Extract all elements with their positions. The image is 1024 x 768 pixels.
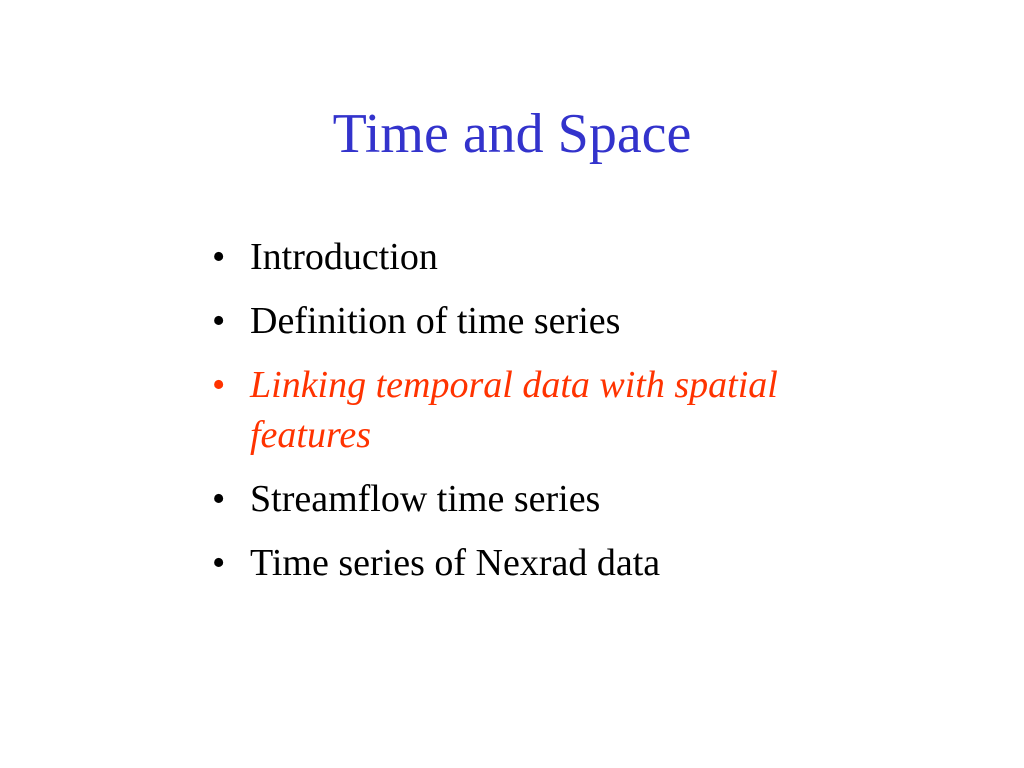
- bullet-text: Streamflow time series: [250, 478, 601, 520]
- bullet-icon: •: [212, 300, 226, 342]
- bullet-item-linking: [212, 360, 902, 460]
- bullet-text: Definition of time series: [250, 300, 621, 342]
- bullet-item-streamflow: [212, 474, 902, 524]
- bullet-list: [212, 232, 902, 602]
- bullet-text: Time series of Nexrad data: [250, 542, 661, 584]
- bullet-icon: •: [212, 364, 226, 406]
- bullet-item-nexrad: [212, 538, 902, 588]
- bullet-icon: •: [212, 542, 226, 584]
- bullet-icon: •: [212, 478, 226, 520]
- bullet-icon: •: [212, 236, 226, 278]
- bullet-text: Introduction: [250, 236, 438, 278]
- bullet-item-introduction: [212, 232, 902, 282]
- slide-title: Time and Space: [332, 103, 692, 165]
- bullet-item-definition: [212, 296, 902, 346]
- bullet-text: Linking temporal data with spatial features: [250, 364, 778, 456]
